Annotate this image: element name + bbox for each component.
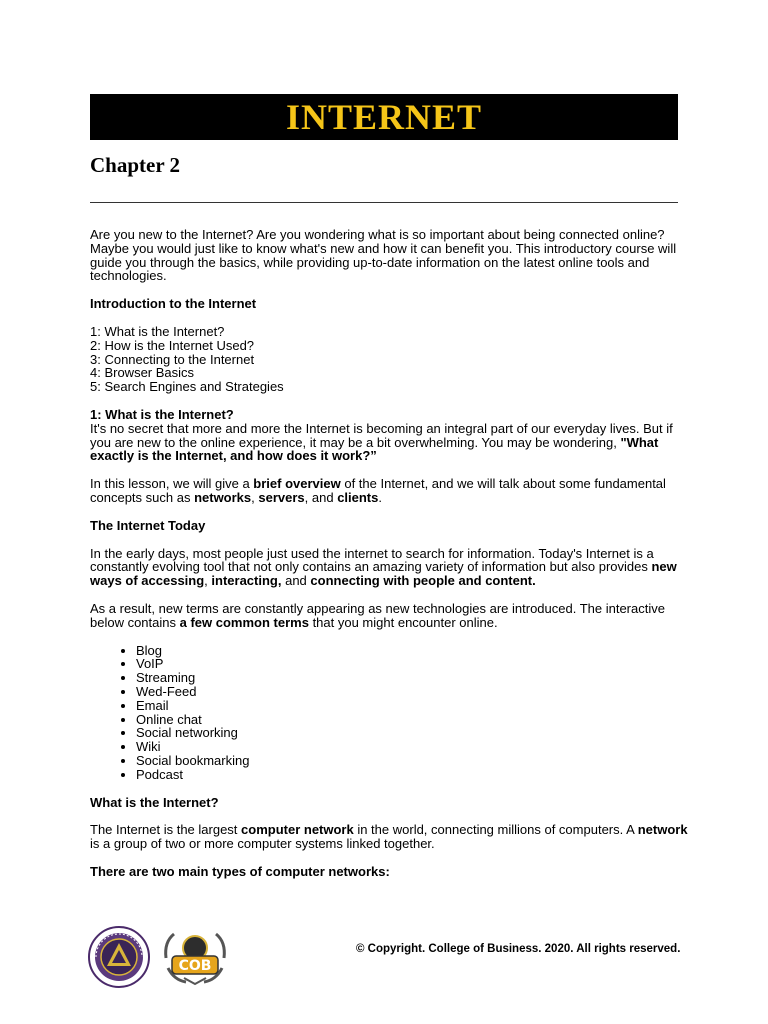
toc-heading-text: Introduction to the Internet: [90, 296, 257, 312]
bold-term: brief overview: [253, 476, 341, 492]
list-item: • Podcast: [136, 768, 690, 782]
what-paragraph2: [90, 865, 690, 879]
today-paragraph2: [90, 602, 690, 630]
text-run: ,: [204, 573, 212, 589]
toc-item: 5: Search Engines and Strategies: [90, 379, 284, 395]
list-item: • Wed-Feed: [136, 685, 690, 699]
intro-paragraph: Are you new to the Internet? Are you wondering what is so important about being connected online? Maybe you would just like to know what's new and how it can benefit you. This introductory course will guide you through the basics, while providing up-to-date information on the latest online tools and technologies.: [90, 227, 677, 284]
toc-list: [90, 325, 690, 394]
bold-term: a few common terms: [179, 614, 309, 630]
text-run: is a group of two or more computer systems linked together.: [90, 836, 435, 852]
cob-logo-icon: [160, 928, 230, 986]
text-run: and: [281, 573, 311, 589]
bold-question: "What exactly is the Internet, and how does it work?”: [90, 434, 659, 464]
toc-item: 2: How is the Internet Used?: [90, 337, 255, 353]
list-item: • VoIP: [136, 657, 690, 671]
document-body: [90, 228, 690, 893]
bold-term: clients: [337, 489, 379, 505]
list-item: • Online chat: [136, 713, 690, 727]
today-paragraph1: [90, 547, 690, 588]
terms-list: [90, 644, 690, 782]
list-item: • Social networking: [136, 726, 690, 740]
text-run: that you might encounter online.: [308, 614, 498, 630]
toc-heading: [90, 297, 690, 311]
section1-paragraph2: [90, 477, 690, 505]
list-item: • Social bookmarking: [136, 754, 690, 768]
toc-item: 4: Browser Basics: [90, 365, 195, 381]
text-run: .: [378, 489, 382, 505]
what-heading: [90, 796, 690, 810]
list-item: • Email: [136, 699, 690, 713]
list-item: • Wiki: [136, 740, 690, 754]
bold-term: network: [637, 822, 688, 838]
banner-title: INTERNET: [285, 97, 483, 137]
section1-heading: 1: What is the Internet?: [90, 406, 234, 422]
text-run: , and: [304, 489, 338, 505]
text-run: It's no secret that more and more the Internet is becoming an integral part of our everyday lives. But if you are new to the online experience, it may be a bit overwhelming. You may be wondering,: [90, 420, 673, 450]
what-paragraph1: [90, 823, 690, 851]
what-heading-text: What is the Internet?: [90, 794, 219, 810]
section1-paragraph1: [90, 408, 690, 463]
bold-term: new ways of accessing: [90, 559, 677, 589]
bold-term: interacting,: [211, 573, 282, 589]
list-item: • Streaming: [136, 671, 690, 685]
systems-plus-seal-icon: [88, 926, 150, 988]
today-heading-text: The Internet Today: [90, 517, 206, 533]
text-run: In this lesson, we will give a: [90, 476, 254, 492]
text-run: ,: [251, 489, 259, 505]
text-run: The Internet is the largest: [90, 822, 242, 838]
bold-term: servers: [258, 489, 305, 505]
text-run: As a result, new terms are constantly appearing as new technologies are introduced. The interactive below contains: [90, 600, 665, 630]
chapter-heading: Chapter 2: [90, 153, 181, 177]
bold-term: networks: [194, 489, 252, 505]
footer-logos: [88, 926, 230, 988]
horizontal-rule: [90, 202, 678, 203]
list-item: • Blog: [136, 644, 690, 658]
cob-logo-text: COB: [178, 958, 212, 974]
bold-term: computer network: [241, 822, 354, 838]
bold-sentence: There are two main types of computer networks:: [90, 863, 390, 879]
toc-item: 1: What is the Internet?: [90, 323, 225, 339]
toc-item: 3: Connecting to the Internet: [90, 351, 255, 367]
copyright-text: © Copyright. College of Business. 2020. All rights reserved.: [356, 943, 681, 955]
bold-term: connecting with people and content.: [310, 573, 536, 589]
title-banner: [90, 94, 678, 140]
text-run: in the world, connecting millions of computers. A: [353, 822, 638, 838]
today-heading: [90, 519, 690, 533]
text-run: In the early days, most people just used the internet to search for information. Today's Internet is a constantly evolving tool that not only contains an amazing variety of information but also provides: [90, 545, 654, 575]
text-run: of the Internet, and we will talk about some fundamental concepts such as: [90, 476, 666, 505]
